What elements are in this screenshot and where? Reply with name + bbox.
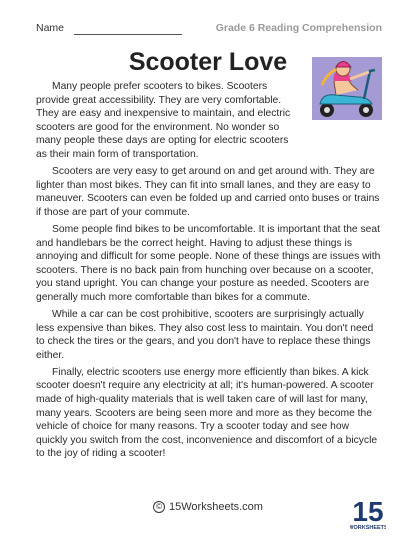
logo-icon — [350, 495, 386, 531]
paragraph: Scooters are very easy to get around on and get around with. They are lighter than most bikes. They can fit into small lanes, and they are easy to maneuver. Scooters can even be folded up and carried onto buses or trains if those are part of your commute. — [36, 166, 380, 218]
worksheets-logo — [350, 495, 386, 531]
paragraph: Some people find bikes to be uncomfortable. It is important that the seat and handlebars be the correct height. Having to adjust these things is annoying and difficult for some people. None of these things are issues with scooters. There is no back pain from hunching over because on a scooter, you stand upright. You can change your posture as needed. Scooters are generally much more comfortable than bikes for a commute. — [36, 223, 381, 303]
passage — [36, 80, 382, 465]
worksheet-subject: Grade 6 Reading Comprehension — [215, 22, 382, 34]
paragraph: Many people prefer scooters to bikes. Scooters provide great accessibility. They are very comfortable. They are easy and inexpensive to maintain, and electric scooters are good for the environment. No wonder so many people these days are opting for electric scooters as their main form of transportation. — [36, 81, 291, 160]
svg-text:WORKSHEETS: WORKSHEETS — [350, 525, 386, 531]
paragraph: Finally, electric scooters use energy more efficiently than bikes. A kick scooter doesn't require any electricity at all; it's human-powered. A scooter made of high-quality materials that is well taken care of will last for many, many years. Scooters are being seen more and more as they become the vehicle of choice for many reasons. Try a scooter today and see how quickly you switch from the cost, inconvenience and discomfort of a bicycle to the joy of riding a scooter! — [36, 366, 378, 460]
site-credit: 15Worksheets.com — [169, 501, 263, 513]
worksheet-header — [36, 22, 382, 40]
paragraph: While a car can be cost prohibitive, scooters are surprisingly actually less expensive than bikes. They also cost less to maintain. You don't need to check the tires or the gears, and you don't have to replace these things either. — [36, 309, 374, 361]
svg-text:15: 15 — [352, 496, 384, 527]
copyright-icon: © — [153, 501, 165, 513]
page-title: Scooter Love — [128, 48, 288, 76]
name-line — [74, 34, 182, 35]
name-label: Name — [36, 22, 65, 34]
